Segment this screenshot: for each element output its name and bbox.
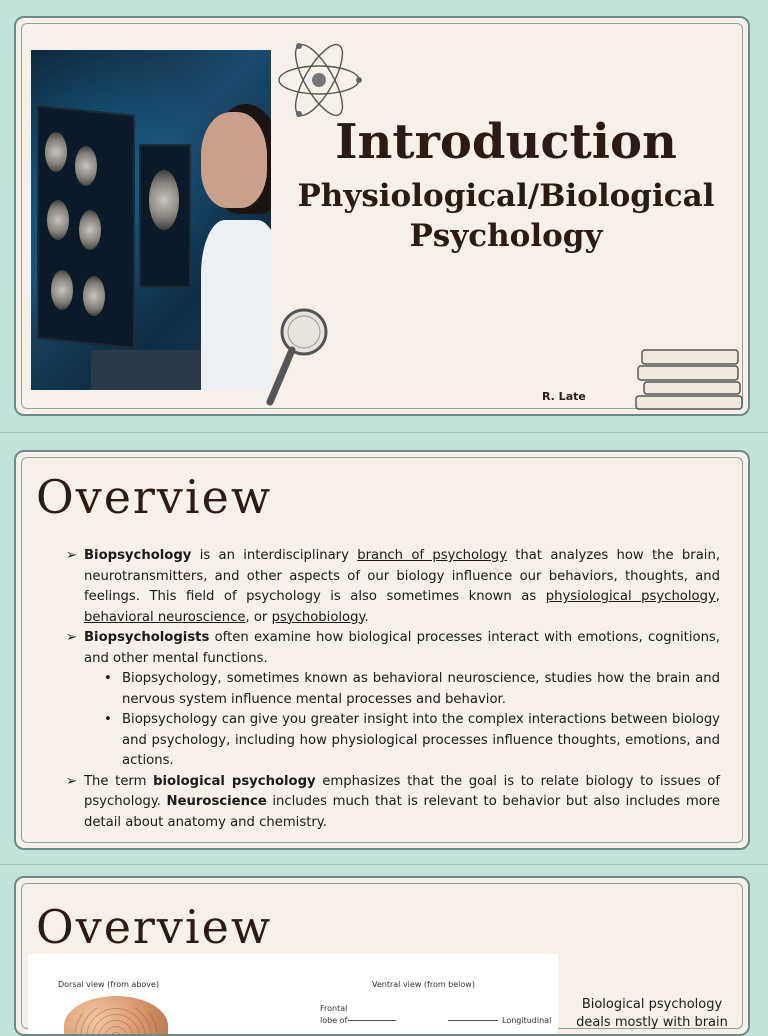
- bullet-text: includes much that is relevant to behavior but also includes more detail about anatomy and chemistry.: [84, 794, 721, 830]
- bullet-text: Biopsychologists: [84, 630, 210, 645]
- bullet-text: The term: [84, 773, 154, 789]
- bullet-item: [66, 628, 720, 669]
- brain-image: [64, 996, 168, 1036]
- overview-title: Overview: [36, 900, 273, 954]
- bullet-list: [66, 546, 720, 833]
- arrow-bullet-icon: ➢: [66, 548, 78, 563]
- overview-slide: [14, 450, 750, 850]
- bullet-text: .: [364, 609, 369, 625]
- overview-slide-2: [14, 876, 750, 1036]
- dorsal-view-label: Dorsal view (from above): [58, 980, 160, 989]
- longitudinal-label: Longitudinal: [502, 1016, 552, 1025]
- page-title: Introduction: [335, 114, 677, 170]
- bullet-text: is an interdisciplinary: [191, 548, 358, 563]
- arrow-bullet-icon: ➢: [66, 630, 78, 645]
- frontal-label: Frontal: [320, 1004, 348, 1013]
- term-link[interactable]: branch of psychology: [357, 548, 507, 563]
- lab-photo: [31, 50, 271, 390]
- term-link[interactable]: behavioral neuroscience: [84, 609, 246, 625]
- sub-bullet-item: [66, 710, 720, 772]
- author-name: R. Late: [542, 390, 586, 403]
- sub-bullet-text: Biopsychology can give you greater insight into the complex interactions between biology and psychology, including how physiological processes influence thoughts, emotions, and actions.: [122, 712, 720, 768]
- term-link[interactable]: physiological psychology: [545, 589, 716, 604]
- bullet-text: that analyzes how the brain, neurotransmitters, and other aspects of our biology influence our behaviors, thoughts, and feelings. This field of psychology is also sometimes known as: [84, 548, 721, 604]
- title-slide: [14, 16, 750, 416]
- dot-bullet-icon: •: [104, 712, 112, 727]
- bullet-text: often examine how biological processes interact with emotions, cognitions, and other mental functions.: [84, 630, 720, 666]
- lobe-label: lobe of: [320, 1016, 348, 1025]
- sub-bullet-item: [66, 669, 720, 710]
- books-icon: [634, 346, 746, 412]
- bullet-text: biological psychology: [153, 773, 316, 789]
- ventral-view-label: Ventral view (from below): [372, 980, 475, 989]
- bullet-text: ,: [715, 589, 720, 604]
- magnifier-icon: [260, 302, 340, 412]
- dot-bullet-icon: •: [104, 671, 112, 686]
- side-text: Biological psychology deals mostly with brain: [576, 997, 728, 1030]
- bullet-text: Biopsychology: [84, 548, 192, 563]
- arrow-bullet-icon: ➢: [66, 773, 78, 789]
- overview-title: Overview: [36, 470, 273, 524]
- bullet-text: emphasizes that the goal is to relate biology to issues of psychology.: [84, 773, 721, 809]
- bullet-text: Neuroscience: [166, 794, 267, 809]
- page-subtitle: Physiological/Biological Psychology: [297, 178, 715, 254]
- bullet-item: [66, 772, 720, 834]
- bullet-item: [66, 546, 720, 628]
- bullet-text: , or: [245, 609, 272, 625]
- sub-bullet-text: Biopsychology, sometimes known as behavioral neuroscience, studies how the brain and nervous system influence mental processes and behavior.: [122, 671, 720, 707]
- term-link[interactable]: psychobiology: [271, 609, 365, 625]
